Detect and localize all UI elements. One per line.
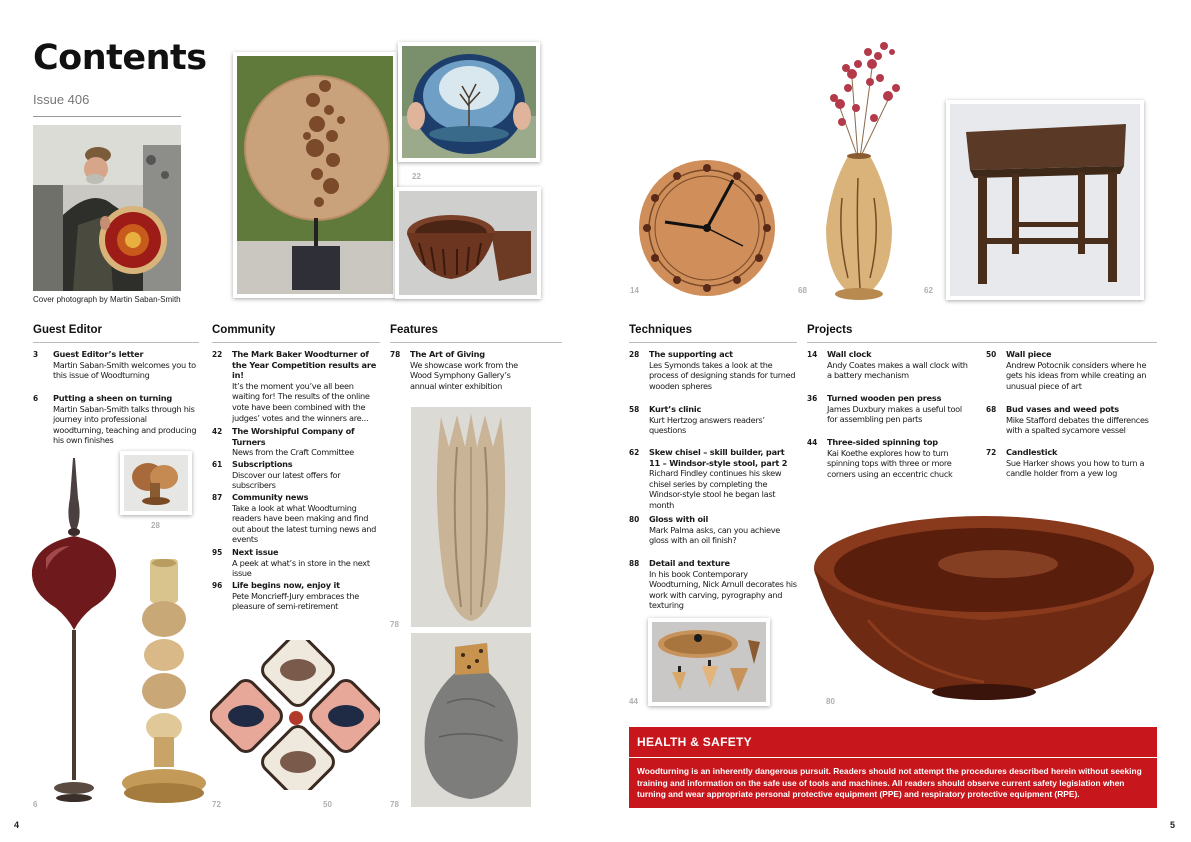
section-guest-editor: Guest Editor [33,324,103,336]
toc-desc: Mark Palma asks, can you achieve gloss with an oil finish? [649,524,781,546]
page-number-left: 4 [14,820,20,830]
toc-page: 36 [807,393,818,403]
toc-entry[interactable] [986,447,1154,479]
issue-divider [33,116,181,117]
cover-caption: Cover photograph by Martin Saban-Smith [33,295,181,304]
toc-desc: Sue Harker shows you how to turn a candle holder from a yew log [1006,457,1145,479]
toc-heading: Three-sided spinning top [827,437,938,447]
toc-page: 6 [33,393,39,403]
windsor-stool-photo [946,100,1144,300]
section-divider [390,342,562,343]
toc-desc: Andrew Potocnik considers where he gets his ideas from while creating an unusual piece of art [1006,359,1147,391]
toc-desc: In his book Contemporary Woodturning, Nick Arnull decorates his work with carving, pyrography and texturing [649,568,797,611]
toc-entry[interactable] [629,349,797,391]
toc-entry[interactable] [986,404,1154,436]
toc-desc: Andy Coates makes a wall clock with a battery mechanism [827,359,968,381]
toc-heading: Skew chisel – skill builder, part 11 – Windsor-style stool, part 2 [649,447,788,468]
oiled-bowl-photo [808,510,1158,706]
toc-desc: We showcase work from the Wood Symphony Gallery’s annual winter exhibition [410,359,518,391]
toc-heading: The supporting act [649,349,733,359]
toc-desc: Discover our latest offers for subscribers [232,469,341,491]
toc-desc: Kai Koethe explores how to turn spinning tops with three or more corners using an eccentric chuck [827,447,953,479]
photo-ref-62: 62 [924,286,933,295]
toc-heading: The Worshipful Company of Turners [232,426,355,447]
toc-heading: The Art of Giving [410,349,485,359]
photo-ref-50: 50 [323,800,332,809]
section-divider [629,342,797,343]
toc-entry[interactable] [807,437,973,479]
toc-page: 50 [986,349,997,359]
toc-entry[interactable] [629,558,797,611]
toc-page: 95 [212,547,223,557]
toc-entry[interactable] [390,349,530,391]
toc-page: 42 [212,426,223,436]
toc-entry[interactable] [33,349,199,381]
health-safety-title: HEALTH & SAFETY [637,735,752,749]
health-safety-box [629,727,1157,808]
section-projects: Projects [807,324,853,336]
toc-heading: Guest Editor’s letter [53,349,144,359]
wall-piece-photo [233,52,397,298]
toc-entry[interactable] [212,459,380,491]
photo-ref-28: 28 [151,521,160,530]
toc-desc: It’s the moment you’ve all been waiting for! The results of the online vote have been combined with the judges’ votes and the winners are... [232,380,370,423]
photo-ref-72: 72 [212,800,221,809]
toc-desc: News from the Craft Committee [232,447,354,458]
toc-heading: Detail and texture [649,558,730,568]
toc-page: 44 [807,437,818,447]
page-number-right: 5 [1170,820,1176,830]
toc-heading: Wall piece [1006,349,1052,359]
carved-vase-photo [411,407,531,627]
toc-page: 88 [629,558,640,568]
section-divider [212,342,380,343]
toc-page: 72 [986,447,997,457]
toc-desc: Kurt Hertzog answers readers’ questions [649,414,765,436]
toc-entry[interactable] [807,393,973,425]
photo-ref-22: 22 [412,172,421,181]
toc-heading: Wall clock [827,349,872,359]
toc-desc: James Duxbury makes a useful tool for assembling pen parts [827,403,962,425]
toc-desc: Pete Moncrieff-Jury embraces the pleasure of semi-retirement [232,590,359,612]
toc-desc: Les Symonds takes a look at the process of designing stands for turned wooden spheres [649,359,796,391]
toc-desc: Take a look at what Woodturning readers have been making and find out about the latest turning news and events [232,502,377,545]
cover-photo [33,125,181,291]
sphere-stand-photo [120,451,192,515]
spinning-tops-photo [648,618,770,706]
toc-desc: A peek at what’s in store in the next issue [232,557,370,579]
section-techniques: Techniques [629,324,693,336]
health-safety-divider [629,757,1157,758]
toc-page: 78 [390,349,401,359]
toc-page: 68 [986,404,997,414]
toc-heading: Life begins now, enjoy it [232,580,340,590]
wall-clock-photo [621,158,793,298]
section-community: Community [212,324,276,336]
toc-page: 3 [33,349,39,359]
toc-heading: Candlestick [1006,447,1058,457]
toc-heading: Turned wooden pen press [827,393,942,403]
toc-desc: Mike Stafford debates the differences with a spalted sycamore vessel [1006,414,1149,436]
toc-entry[interactable] [629,447,797,511]
toc-page: 62 [629,447,640,457]
toc-page: 80 [629,514,640,524]
toc-page: 58 [629,404,640,414]
toc-entry[interactable] [807,349,973,381]
tree-bowl-photo [398,42,540,162]
toc-heading: Subscriptions [232,459,293,469]
photo-ref-80: 80 [826,697,835,706]
toc-entry[interactable] [33,393,199,446]
toc-entry[interactable] [629,514,797,546]
toc-heading: Bud vases and weed pots [1006,404,1119,414]
toc-page: 14 [807,349,818,359]
section-divider [33,342,199,343]
toc-heading: Putting a sheen on turning [53,393,173,403]
toc-heading: Next issue [232,547,279,557]
toc-entry[interactable] [212,349,380,423]
toc-page: 61 [212,459,223,469]
toc-entry[interactable] [986,349,1154,391]
bud-vase-photo [812,38,908,302]
toc-page: 87 [212,492,223,502]
toc-entry[interactable] [212,426,380,458]
geometric-coasters-photo [210,640,380,790]
photo-ref-68: 68 [798,286,807,295]
toc-desc: Richard Findley continues his skew chisel series by completing the Windsor-style stool he began last month [649,468,782,510]
finial-vessel-photo [26,458,122,808]
photo-ref-78-top: 78 [390,620,399,629]
toc-entry[interactable] [212,492,380,545]
toc-entry[interactable] [212,580,380,612]
issue-number: Issue 406 [33,92,90,107]
toc-entry[interactable] [212,547,380,579]
section-divider [807,342,1157,343]
toc-desc: Martin Saban-Smith talks through his journey into professional woodturning, teaching and producing his own finishes [53,403,197,446]
toc-heading: Community news [232,492,309,502]
toc-heading: Kurt’s clinic [649,404,702,414]
toc-entry[interactable] [629,404,797,436]
page-title: Contents [33,38,207,78]
carved-bowl-photo [395,187,541,299]
photo-ref-44: 44 [629,697,638,706]
candlestick-photo [120,557,210,807]
toc-page: 96 [212,580,223,590]
toc-heading: Gloss with oil [649,514,709,524]
photo-ref-14: 14 [630,286,639,295]
puzzle-vase-photo [411,633,531,807]
photo-ref-6: 6 [33,800,38,809]
photo-ref-78-bottom: 78 [390,800,399,809]
toc-page: 28 [629,349,640,359]
section-features: Features [390,324,438,336]
toc-page: 22 [212,349,223,359]
health-safety-text: Woodturning is an inherently dangerous pursuit. Readers should not attempt the procedures described herein without seeking training and information on the safe use of tools and machines. All readers should observe current safety legislation when turning and wear appropriate personal protective equipment (PPE) and respiratory protective equipment (RPE). [637,766,1142,799]
toc-heading: The Mark Baker Woodturner of the Year Competition results are in! [232,349,377,381]
toc-desc: Martin Saban-Smith welcomes you to this issue of Woodturning [53,359,196,381]
